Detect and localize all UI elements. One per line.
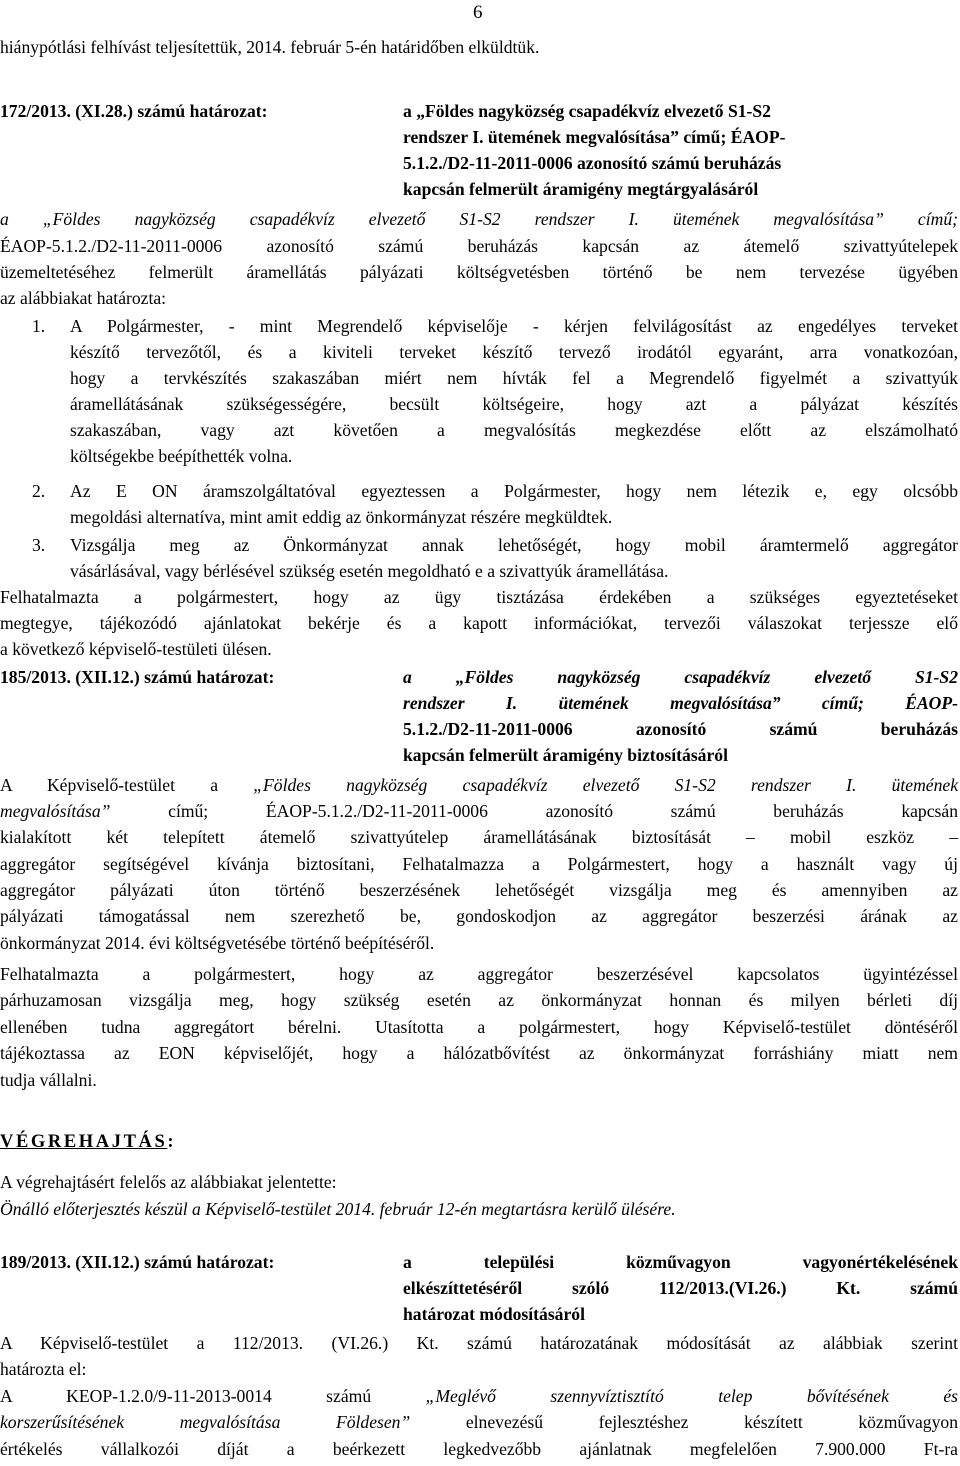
title-line: határozat módosításáról xyxy=(403,1304,585,1324)
execution-heading xyxy=(0,1129,176,1155)
body-prefix: A KEOP-1.2.0/9-11-2013-0014 számú xyxy=(0,1386,426,1406)
item-line: A Polgármester, - mint Megrendelő képviselője - kérjen felvilágosítást az engedélyes terveket xyxy=(70,316,958,336)
body-rest: című; ÉAOP-5.1.2./D2-11-2011-0006 azonosító számú beruházás kapcsán xyxy=(110,801,958,821)
resolution-185-body-line-2 xyxy=(0,798,958,824)
item-line: megoldási alternatíva, mint amit eddig az önkormányzat részére megküldtek. xyxy=(70,507,613,527)
execution-report-line: A végrehajtásért felelős az alábbiakat jelentette: xyxy=(0,1172,337,1192)
resolution-185-body-line: aggregátor segítségével kívánja biztosítani, Felhatalmazza a Polgármestert, hogy a használt vagy új xyxy=(0,854,958,874)
resolution-185-title xyxy=(403,664,958,768)
title-line: kapcsán felmerült áramigény megtárgyalásáról xyxy=(403,179,759,199)
resolution-172-label: 172/2013. (XI.28.) számú határozat: xyxy=(0,101,268,121)
item-number: 3. xyxy=(32,535,46,555)
resolution-185-closing-line: ellenében tudna aggregátort bérelni. Utasította a polgármestert, hogy Képviselő-testület döntéséről xyxy=(0,1017,958,1037)
body-prefix: A Képviselő-testület a xyxy=(0,775,254,795)
resolution-172-body-line: a „Földes nagyközség csapadékvíz elvezető S1-S2 rendszer I. ütemének megvalósítása” című; xyxy=(0,209,958,229)
resolution-189-body-line: határozta el: xyxy=(0,1359,87,1379)
resolution-189-last-line-1 xyxy=(0,1383,958,1409)
resolution-185-body-line: önkormányzat 2014. évi költségvetésébe történő beépítéséről. xyxy=(0,933,435,953)
title-line: rendszer I. ütemének megvalósítása” című; ÉAOP- xyxy=(403,127,786,147)
item-line: áramellátásának szükségességére, becsült költségeire, hogy azt a pályázat készítés xyxy=(70,394,958,414)
body-rest: elnevezésű fejlesztéshez készített közművagyon xyxy=(410,1412,958,1432)
item-line: vásárlásával, vagy bérlésével szükség esetén megoldható e a szivattyúk áramellátása. xyxy=(70,561,669,581)
resolution-172-closing-line: a következő képviselő-testületi ülésen. xyxy=(0,639,272,659)
item-number: 2. xyxy=(32,481,46,501)
resolution-172-header xyxy=(0,98,960,199)
resolution-185-label: 185/2013. (XII.12.) számú határozat: xyxy=(0,667,275,687)
item-line: készítő tervezőtől, és a kiviteli terveket készítő tervező irodától egyaránt, arra vonatkozóan, xyxy=(70,342,958,362)
resolution-189-last-line-3: értékelés vállalkozói díját a beérkezett legkedvezőbb ajánlatnak megfelelően 7.900.000 Ft-ra xyxy=(0,1439,958,1459)
intro-line: hiánypótlási felhívást teljesítettük, 2014. február 5-én határidőben elküldtük. xyxy=(0,37,540,57)
resolution-189-label: 189/2013. (XII.12.) számú határozat: xyxy=(0,1252,275,1272)
project-name-italic: „Földes nagyközség csapadékvíz elvezető S1-S2 rendszer I. ütemének xyxy=(253,775,959,795)
item-line: szakaszában, vagy azt követően a megvalósítás megkezdése előtt az elszámolható xyxy=(70,420,958,440)
resolution-185-header xyxy=(0,664,960,765)
resolution-185-body-line-1 xyxy=(0,772,958,798)
resolution-189-body-line: A Képviselő-testület a 112/2013. (VI.26.) Kt. számú határozatának módosítását az alábbiak szerint xyxy=(0,1333,958,1353)
resolution-189-header xyxy=(0,1249,960,1324)
project-name-italic: korszerűsítésének megvalósítása Földesen” xyxy=(0,1412,411,1432)
item-number: 1. xyxy=(32,316,46,336)
item-line: Az E ON áramszolgáltatóval egyeztessen a Polgármester, hogy nem létezik e, egy olcsóbb xyxy=(70,481,958,501)
resolution-185-closing-line: párhuzamosan vizsgálja meg, hogy szükség esetén az önkormányzat honnan és milyen bérleti díj xyxy=(0,990,958,1010)
page-number: 6 xyxy=(473,2,483,23)
resolution-172-body-line: az alábbiakat határozta: xyxy=(0,288,167,308)
item-text xyxy=(70,478,958,530)
item-text xyxy=(70,313,958,469)
resolution-172-title xyxy=(403,98,958,202)
project-name-italic: megvalósítása” xyxy=(0,801,111,821)
title-line: a „Földes nagyközség csapadékvíz elvezető S1-S2 xyxy=(403,101,771,121)
resolution-172-closing-line: megtegye, tájékozódó ajánlatokat bekérje és a kapott információkat, tervezői válaszokat terjessze elő xyxy=(0,613,958,633)
resolution-172-body-line: üzemeltetéséhez felmerült áramellátás pályázati költségvetésben történő be nem tervezése ügyében xyxy=(0,262,958,282)
execution-heading-text: VÉGREHAJTÁS xyxy=(0,1132,168,1152)
item-line: hogy a tervkészítés szakaszában miért nem hívták fel a Megrendelő figyelmét a szivattyúk xyxy=(70,368,958,388)
resolution-185-body-line: aggregátor pályázati úton történő beszerzésének lehetőségét vizsgálja meg és amennyiben az xyxy=(0,880,958,900)
resolution-189-last-line-2 xyxy=(0,1409,958,1435)
item-line: költségekbe beépíthették volna. xyxy=(70,446,293,466)
resolution-172-body-line: ÉAOP-5.1.2./D2-11-2011-0006 azonosító számú beruházás kapcsán az átemelő szivattyútelepek xyxy=(0,236,958,256)
project-name-italic: „Meglévő szennyvíztisztító telep bővítésének és xyxy=(425,1386,958,1406)
title-line: 5.1.2./D2-11-2011-0006 azonosító számú beruházás xyxy=(403,719,958,739)
resolution-172-closing-line: Felhatalmazta a polgármestert, hogy az ügy tisztázása érdekében a szükséges egyeztetéseket xyxy=(0,587,958,607)
title-line: a települési közművagyon vagyonértékelésének xyxy=(403,1252,958,1272)
resolution-185-body-line: pályázati támogatással nem szerezhető be, gondoskodjon az aggregátor beszerzési árának az xyxy=(0,906,958,926)
execution-heading-colon: : xyxy=(167,1132,177,1152)
execution-report-italic: Önálló előterjesztés készül a Képviselő-testület 2014. február 12-én megtartásra kerülő ülésére. xyxy=(0,1199,676,1219)
title-line: a „Földes nagyközség csapadékvíz elvezető S1-S2 xyxy=(403,667,958,687)
title-line: elkészíttetéséről szóló 112/2013.(VI.26.) Kt. számú xyxy=(403,1278,958,1298)
resolution-185-closing-line: Felhatalmazta a polgármestert, hogy az aggregátor beszerzésével kapcsolatos ügyintézéssel xyxy=(0,964,958,984)
title-line: 5.1.2./D2-11-2011-0006 azonosító számú beruházás xyxy=(403,153,782,173)
resolution-185-body-line: kialakított két telepített átemelő szivattyútelep áramellátásának biztosítását – mobil eszköz – xyxy=(0,827,958,847)
item-line: Vizsgálja meg az Önkormányzat annak lehetőségét, hogy mobil áramtermelő aggregátor xyxy=(70,535,958,555)
title-line: kapcsán felmerült áramigény biztosításáról xyxy=(403,745,728,765)
item-text xyxy=(70,532,958,584)
resolution-185-closing-line: tudja vállalni. xyxy=(0,1070,97,1090)
resolution-185-closing-line: tájékoztassa az EON képviselőjét, hogy a hálózatbővítést az önkormányzat forráshiány miatt nem xyxy=(0,1043,958,1063)
title-line: rendszer I. ütemének megvalósítása” című; ÉAOP- xyxy=(403,693,958,713)
resolution-189-title xyxy=(403,1249,958,1327)
